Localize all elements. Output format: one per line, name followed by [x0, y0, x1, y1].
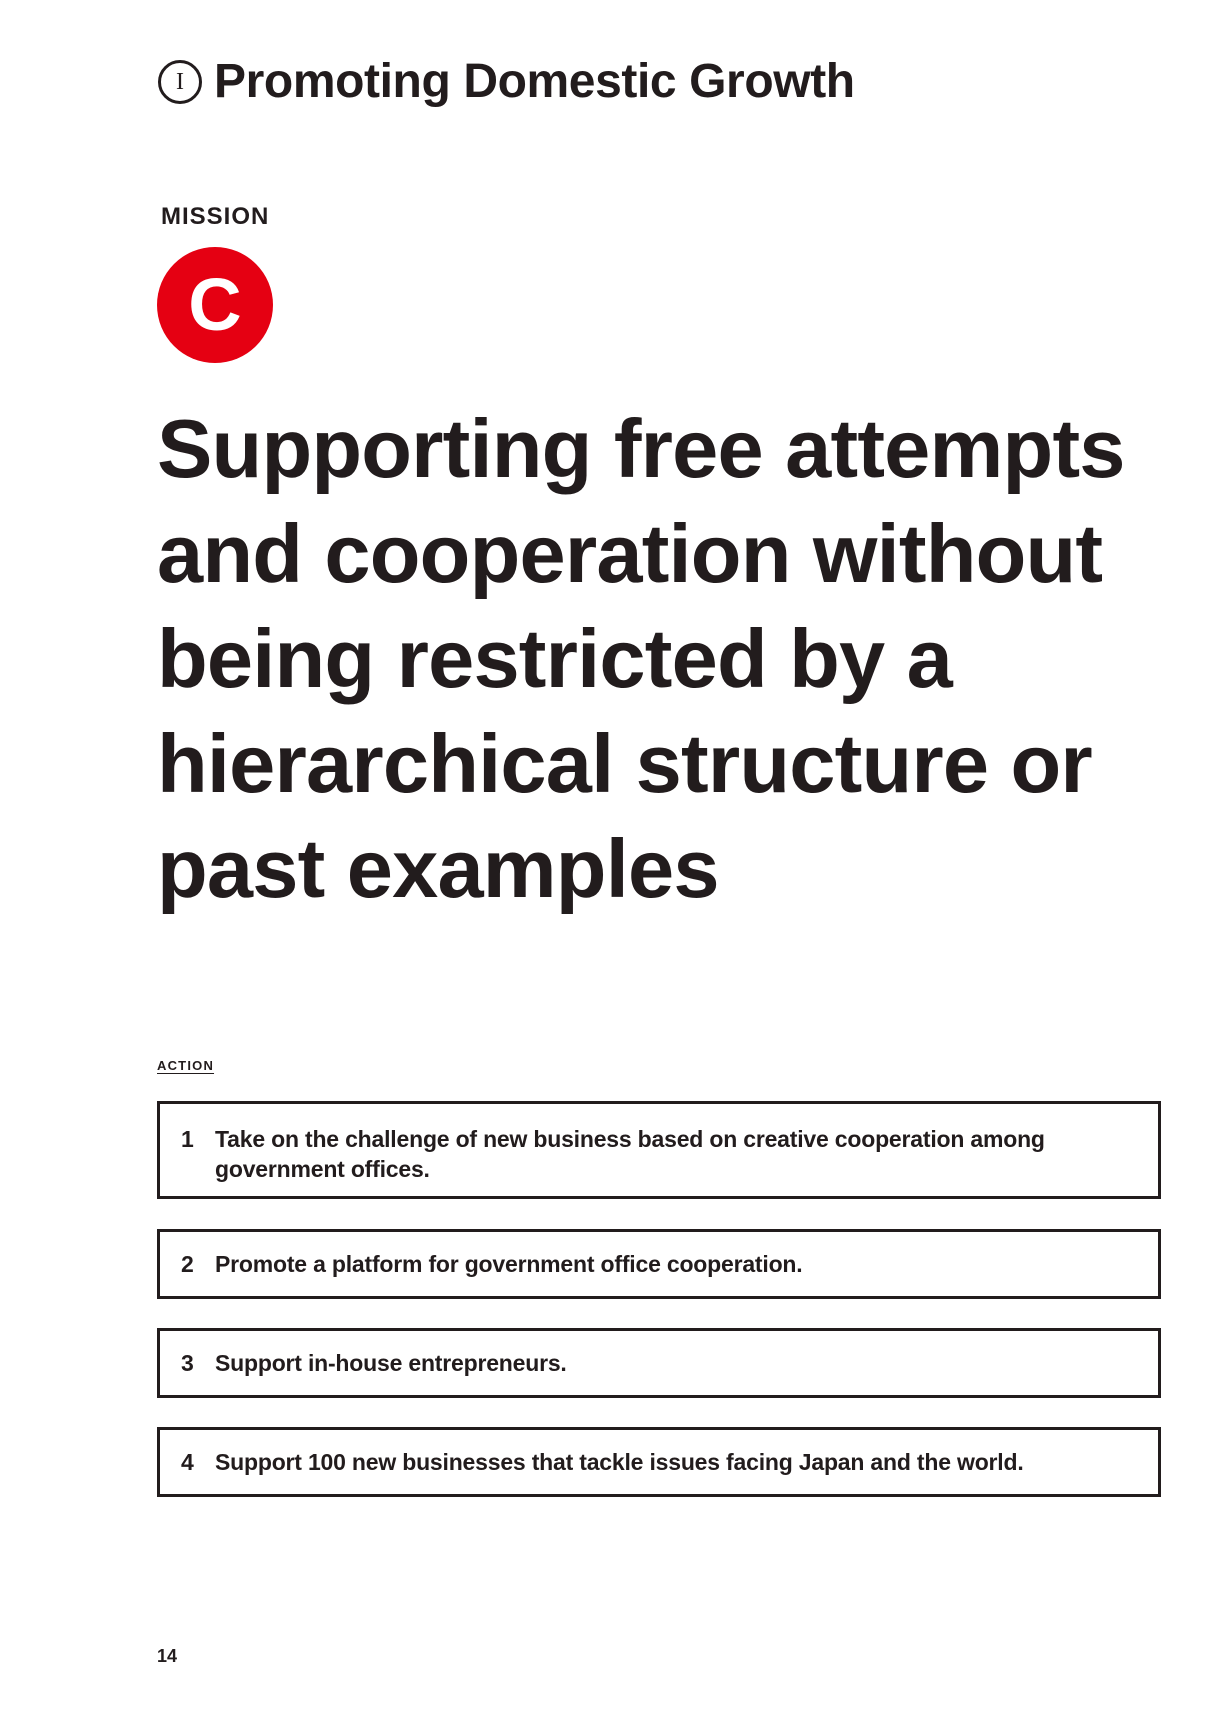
section-header	[158, 55, 855, 108]
action-item-number: 4	[181, 1449, 194, 1475]
action-item-text: Support 100 new businesses that tackle issues facing Japan and the world.	[215, 1449, 1024, 1475]
mission-headline: Supporting free attempts and cooperation without being restricted by a hierarchical structure or past examples	[157, 402, 1125, 915]
section-title: Promoting Domestic Growth	[214, 55, 855, 108]
action-item-4	[157, 1427, 1161, 1497]
action-item-text: Promote a platform for government office cooperation.	[215, 1251, 803, 1277]
mission-letter-badge: C	[157, 247, 273, 363]
action-item-number: 2	[181, 1251, 194, 1277]
action-label: ACTION	[157, 1058, 215, 1073]
action-item-3	[157, 1328, 1161, 1398]
action-item-text: Take on the challenge of new business based on creative cooperation among government offices.	[215, 1126, 1045, 1182]
section-numeral-badge: I	[158, 60, 202, 104]
mission-label: MISSION	[161, 203, 270, 230]
action-item-number: 1	[181, 1126, 194, 1152]
page-number: 14	[157, 1646, 178, 1666]
action-item-1	[157, 1101, 1161, 1199]
action-item-number: 3	[181, 1350, 194, 1376]
action-item-2	[157, 1229, 1161, 1299]
action-item-text: Support in-house entrepreneurs.	[215, 1350, 567, 1376]
